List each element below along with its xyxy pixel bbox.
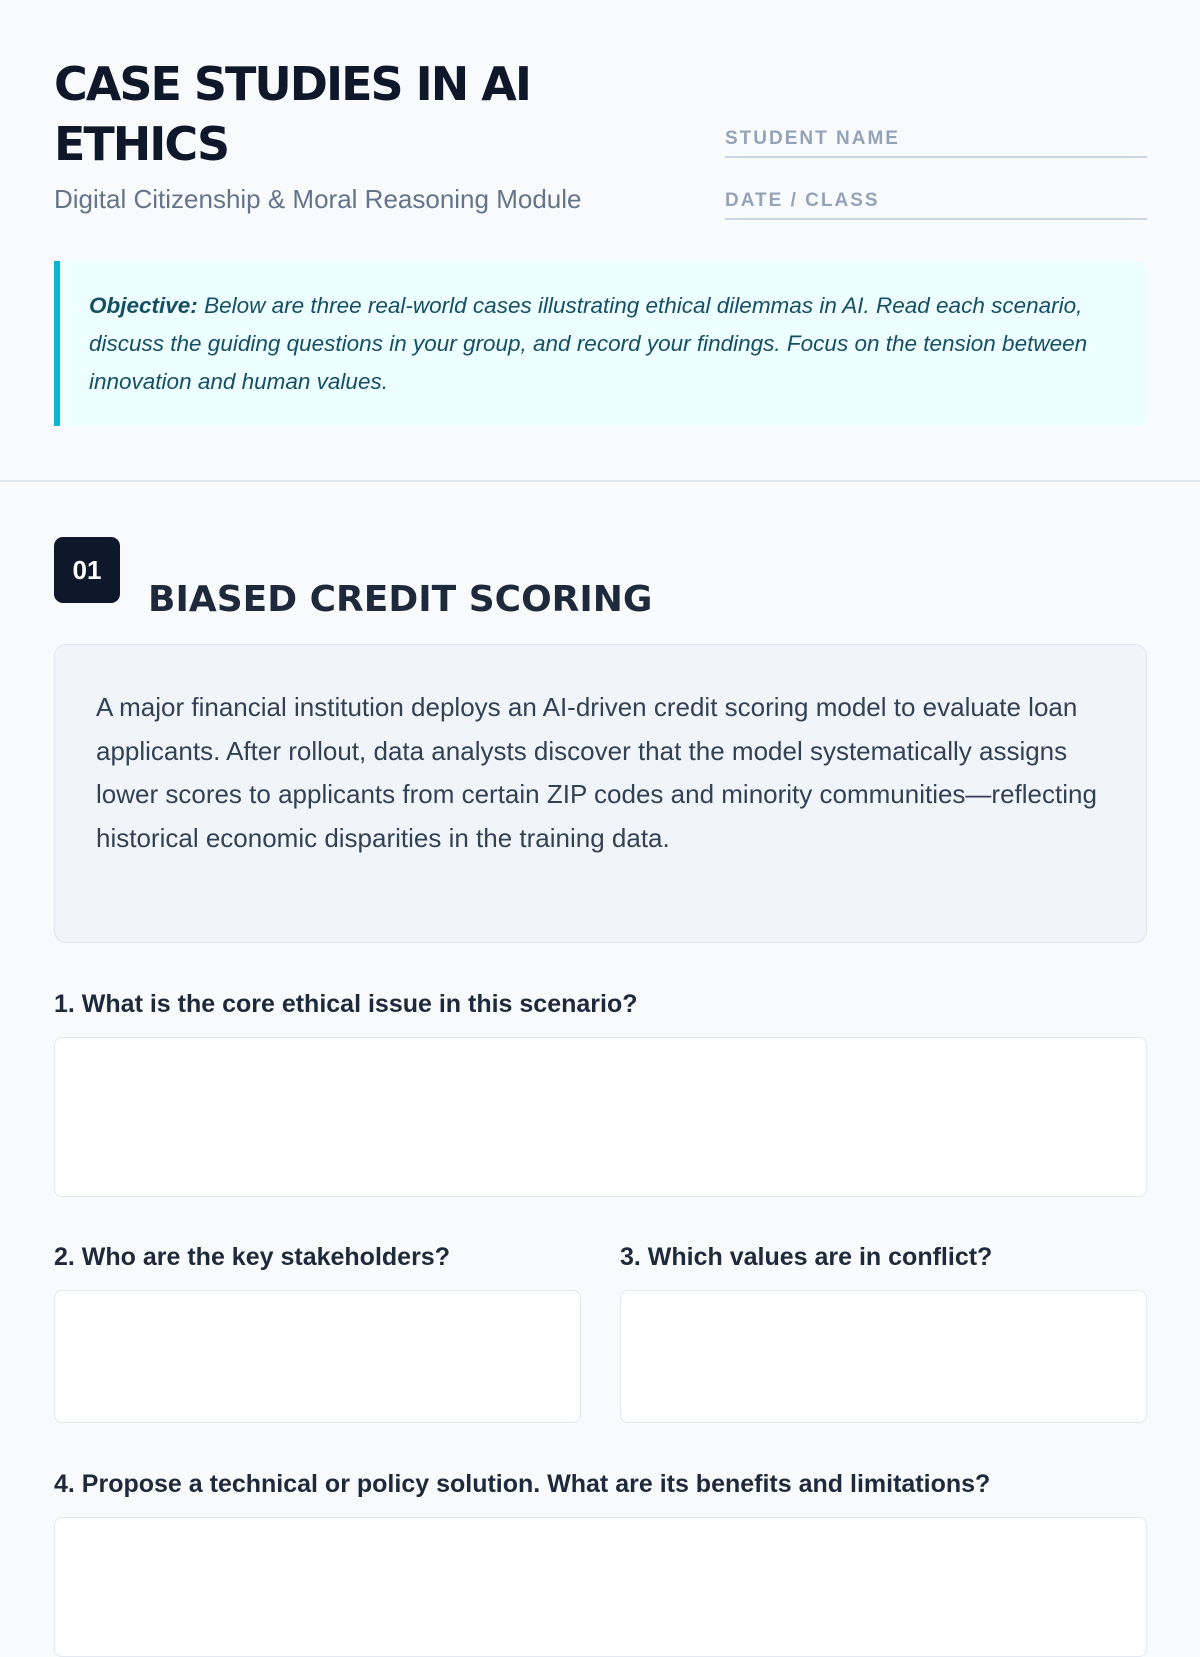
objective-text: Below are three real-world cases illustrating ethical dilemmas in AI. Read each scenario, discuss the guiding questions in your group, and record your findings. Focus on the tension between innovation and human values. [89, 293, 1088, 394]
page-subtitle: Digital Citizenship & Moral Reasoning Module [54, 184, 582, 214]
scenario-card: A major financial institution deploys an AI-driven credit scoring model to evaluate loan applicants. After rollout, data analysts discover that the model systematically assigns lower scores to applicants from certain ZIP codes and minority communities—reflecting historical economic disparities in the training data. [54, 644, 1147, 943]
student-name-label: STUDENT NAME [725, 128, 900, 149]
student-name-field[interactable] [725, 116, 1147, 158]
question-2-label: 2. Who are the key stakeholders? [54, 1243, 450, 1271]
question-2-answer-box[interactable] [54, 1290, 581, 1423]
objective-callout [54, 261, 1147, 426]
question-1-answer-box[interactable] [54, 1037, 1147, 1197]
question-1-label: 1. What is the core ethical issue in this scenario? [54, 990, 638, 1018]
question-3-answer-box[interactable] [620, 1290, 1147, 1423]
page-title: CASE STUDIES IN AI ETHICS [54, 57, 530, 171]
objective-label: Objective: [89, 293, 198, 318]
date-class-field[interactable] [725, 178, 1147, 220]
case-number-badge: 01 [54, 537, 120, 603]
question-3-label: 3. Which values are in conflict? [620, 1243, 993, 1271]
worksheet-header [54, 54, 1147, 234]
date-class-label: DATE / CLASS [725, 190, 880, 211]
question-4-label: 4. Propose a technical or policy solution. What are its benefits and limitations? [54, 1470, 991, 1498]
case-title: BIASED CREDIT SCORING [148, 578, 653, 620]
question-4-answer-box[interactable] [54, 1517, 1147, 1657]
section-divider [0, 480, 1200, 482]
